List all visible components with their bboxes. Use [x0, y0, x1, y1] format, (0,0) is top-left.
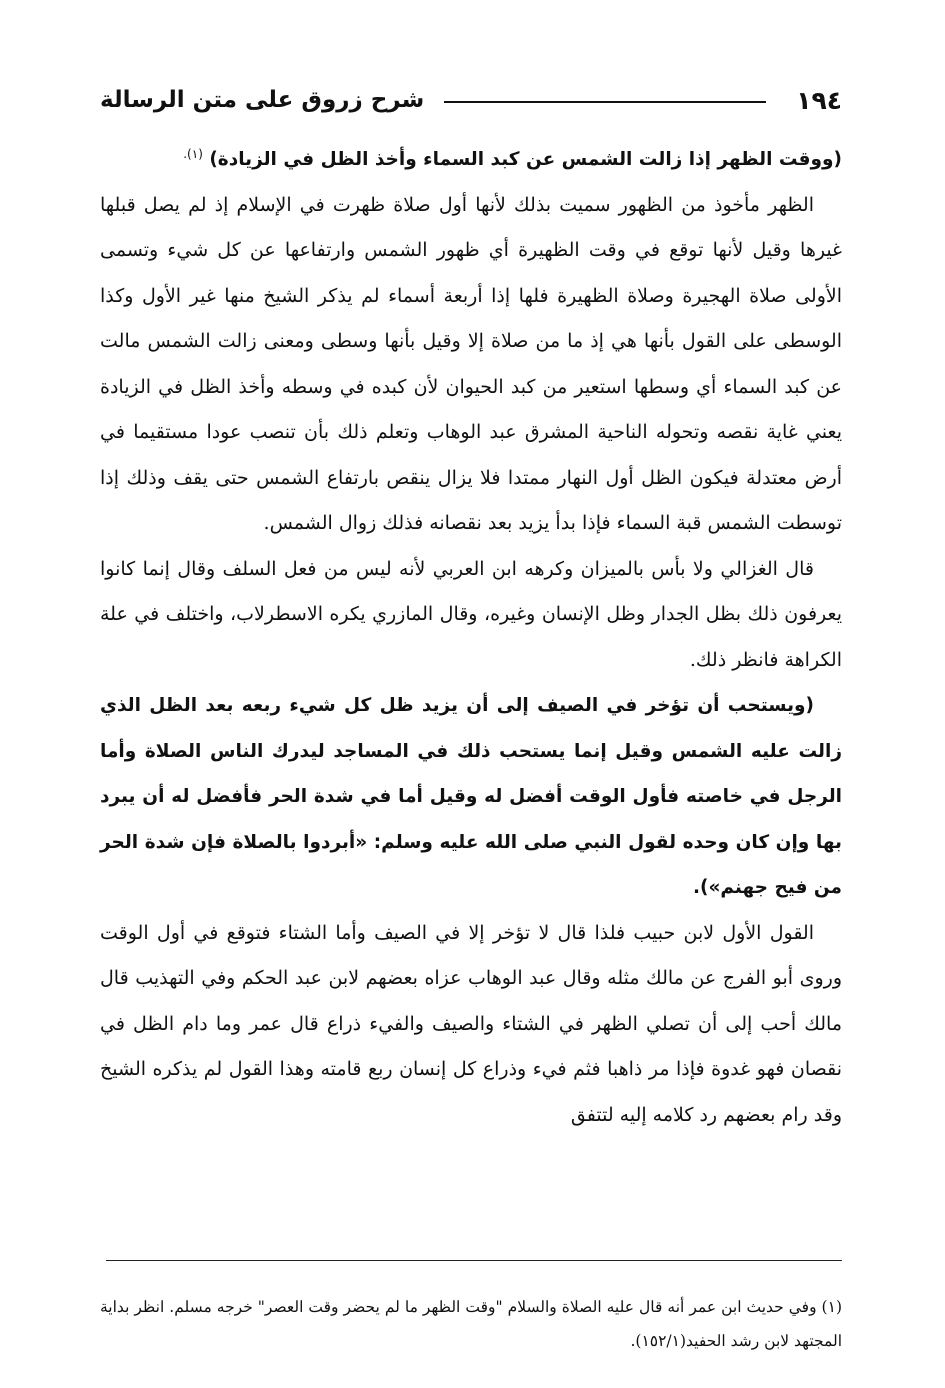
footnote-separator: [106, 1260, 842, 1261]
paragraph-4: القول الأول لابن حبيب فلذا قال لا تؤخر إلا في الصيف وأما الشتاء فتوقع في أول الوقت وروى أبو الفرج عن مالك مثله وقال عبد الوهاب عزاه بعضهم لابن عبد الحكم وفي التهذيب قال مالك أحب إلى أن تصلي الظهر في الشتاء والصيف والفيء ذراع قال عمر وما دام الظل في نقصان فهو غدوة فإذا مر ذاهبا فثم فيء وذراع كل إنسان ربع قامته وهذا القول لم يذكره الشيخ وقد رام بعضهم رد كلامه إليه لتتفق: [100, 921, 842, 1126]
page-number: ١٩٤: [796, 85, 842, 115]
matn-paragraph: (ويستحب أن تؤخر في الصيف إلى أن يزيد ظل كل شيء ربعه بعد الظل الذي زالت عليه الشمس وقيل إنما يستحب ذلك في المساجد ليدرك الناس الصلاة وأما الرجل في خاصته فأول الوقت أفضل له وقيل أما في شدة الحر فأفضل له أن يبرد بها وإن كان وحده لقول النبي صلى الله عليه وسلم: «أبردوا بالصلاة فإن شدة الحر من فيح جهنم»).: [100, 695, 842, 899]
paragraph-2: قال الغزالي ولا بأس بالميزان وكرهه ابن العربي لأنه ليس من فعل السلف وقال إنما كانوا يعرفون ذلك بظل الجدار وظل الإنسان وغيره، وقال المازري يكره الاسطرلاب، واختلف في علة الكراهة فانظر ذلك.: [100, 557, 842, 671]
section-heading: [100, 132, 842, 183]
page-body: [100, 132, 842, 1138]
header-rule: [444, 101, 766, 103]
footnote-reference: (١).: [183, 147, 203, 161]
heading-text: (ووقت الظهر إذا زالت الشمس عن كبد السماء وأخذ الظل في الزيادة): [209, 149, 842, 171]
running-title: شرح زروق على متن الرسالة: [100, 87, 425, 113]
paragraph-1: الظهر مأخوذ من الظهور سميت بذلك لأنها أول صلاة ظهرت في الإسلام إذ لم يصل قبلها غيرها وقيل لأنها توقع في وقت الظهيرة أي ظهور الشمس وارتفاعها عن كل شيء وتسمى الأولى صلاة الهجيرة وصلاة الظهيرة فلها إذا أربعة أسماء لم يذكر الشيخ منها غير الأول وكذا الوسطى على القول بأنها هي إذ ما من صلاة إلا وقيل بأنها وسطى ومعنى زالت الشمس مالت عن كبد السماء أي وسطها استعير من كبد الحيوان لأن كبده في وسطه وأخذ الظل في الزيادة يعني غاية نقصه وتحوله الناحية المشرق عبد الوهاب وتعلم ذلك بأن تنصب عودا مستقيما في أرض معتدلة فيكون الظل أول النهار ممتدا فلا يزال ينقص بارتفاع الشمس حتى يقف وذلك إذا توسطت الشمس قبة السماء فإذا بدأ يزيد بعد نقصانه فذلك زوال الشمس.: [100, 193, 842, 535]
footnote: (١) وفي حديث ابن عمر أنه قال عليه الصلاة والسلام "وقت الظهر ما لم يحضر وقت العصر" خرجه مسلم. انظر بداية المجتهد لابن رشد الحفيد(١٥٢/١).: [100, 1297, 842, 1350]
page-header: [100, 78, 842, 122]
